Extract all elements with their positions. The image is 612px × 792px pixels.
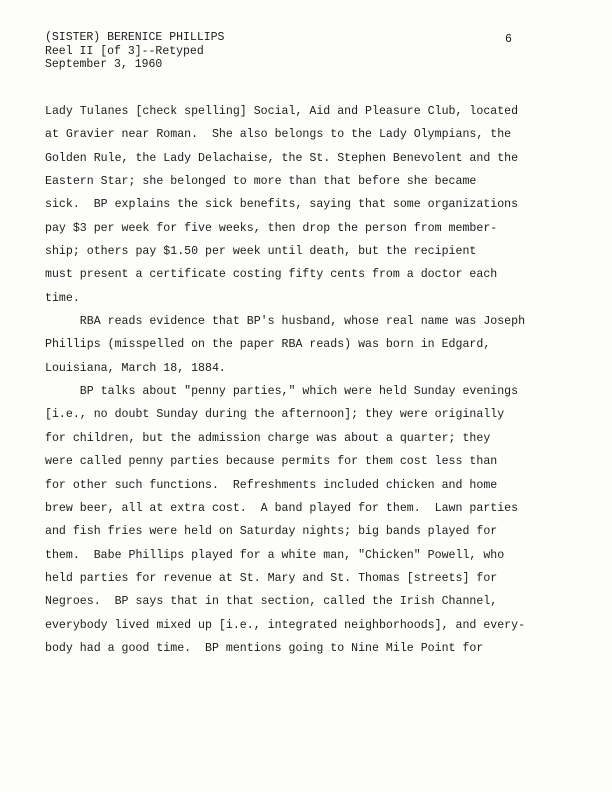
text-line: Lady Tulanes [check spelling] Social, Aid and Pleasure Club, located (45, 105, 519, 118)
page-number: 6 (505, 33, 512, 46)
transcript-header (45, 31, 224, 72)
text-line: pay $3 per week for five weeks, then drop the person from member- (45, 221, 498, 235)
text-line: Negroes. BP says that in that section, called the Irish Channel, (45, 595, 498, 609)
text-line: sick. BP explains the sick benefits, saying that some organizations (45, 198, 519, 212)
text-line: everybody lived mixed up [i.e., integrated neighborhoods], and every- (45, 618, 526, 632)
text-line: Golden Rule, the Lady Delachaise, the St. Stephen Benevolent and the (45, 151, 519, 165)
text-line: them. Babe Phillips played for a white man, "Chicken" Powell, who (45, 548, 505, 562)
interviewee-name: (SISTER) BERENICE PHILLIPS (45, 31, 225, 44)
text-line: for children, but the admission charge was about a quarter; they (45, 431, 491, 445)
transcript-body (45, 104, 545, 664)
text-line: and fish fries were held on Saturday nights; big bands played for (45, 525, 498, 539)
text-line: brew beer, all at extra cost. A band played for them. Lawn parties (45, 501, 519, 515)
text-line: Phillips (misspelled on the paper RBA reads) was born in Edgard, (45, 338, 491, 352)
text-line: at Gravier near Roman. She also belongs to the Lady Olympians, the (45, 128, 512, 142)
text-line: must present a certificate costing fifty cents from a doctor each (45, 268, 498, 282)
interview-date: September 3, 1960 (45, 58, 163, 71)
text-line: time. (45, 291, 80, 305)
text-line: RBA reads evidence that BP's husband, whose real name was Joseph (45, 315, 526, 329)
reel-info: Reel II [of 3]--Retyped (45, 44, 204, 58)
text-line: were called penny parties because permits for them cost less than (45, 455, 498, 469)
text-line: [i.e., no doubt Sunday during the afternoon]; they were originally (45, 408, 505, 422)
text-line: body had a good time. BP mentions going to Nine Mile Point for (45, 641, 484, 655)
text-line: held parties for revenue at St. Mary and St. Thomas [streets] for (45, 571, 498, 585)
text-line: ship; others pay $1.50 per week until death, but the recipient (45, 245, 477, 259)
text-line: for other such functions. Refreshments included chicken and home (45, 478, 498, 492)
text-line: Louisiana, March 18, 1884. (45, 361, 226, 375)
text-line: BP talks about "penny parties," which were held Sunday evenings (45, 385, 519, 399)
text-line: Eastern Star; she belonged to more than that before she became (45, 175, 477, 189)
